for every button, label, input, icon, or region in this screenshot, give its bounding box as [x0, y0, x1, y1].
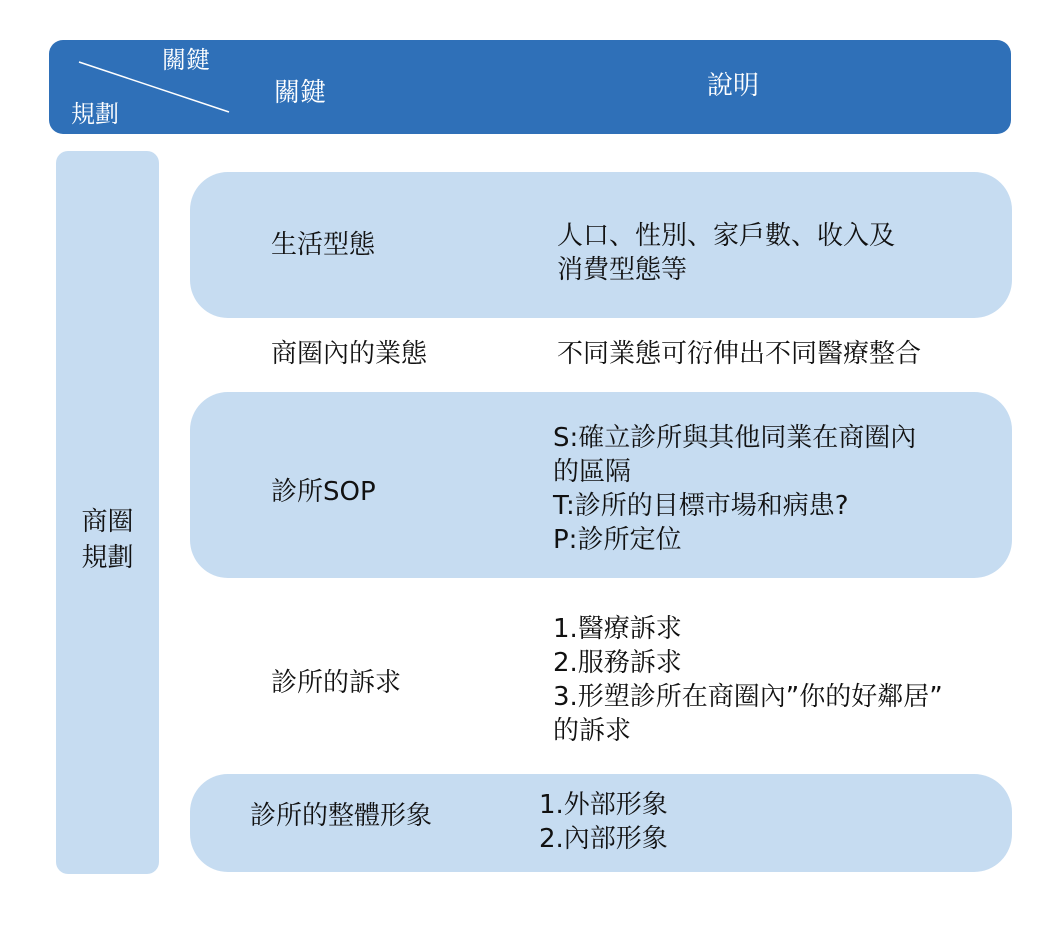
description-line: 的區隔: [553, 457, 632, 487]
description-line: 不同業態可衍伸出不同醫療整合: [557, 339, 922, 369]
header-description-column: 說明: [707, 71, 760, 101]
corner-column-label: 關鍵: [162, 46, 210, 74]
row-description: [557, 219, 895, 287]
category-cell: [56, 151, 159, 874]
category-label: [56, 504, 159, 576]
row-key: 診所SOP: [271, 477, 376, 507]
header-key-column: 關鍵: [274, 78, 327, 108]
category-label-line: 商圈: [81, 507, 134, 537]
description-line: 2.內部形象: [539, 824, 668, 854]
row-description: [539, 788, 668, 856]
description-line: 消費型態等: [557, 255, 688, 285]
description-line: 1.外部形象: [539, 790, 668, 820]
description-line: 人口、性別、家戶數、收入及: [557, 221, 896, 251]
description-line: T:診所的目標市場和病患?: [553, 491, 849, 521]
table-header: [49, 40, 1011, 134]
row-key: 診所的整體形象: [250, 801, 433, 831]
description-line: 3.形塑診所在商圈內”你的好鄰居”: [553, 682, 943, 712]
description-line: 2.服務訴求: [553, 648, 682, 678]
row-key: 診所的訴求: [271, 668, 402, 698]
corner-row-label: 規劃: [71, 100, 119, 128]
row-key: 生活型態: [271, 230, 376, 260]
description-line: S:確立診所與其他同業在商圈內: [553, 423, 917, 453]
row-description: [553, 612, 943, 748]
description-line: 1.醫療訴求: [553, 614, 682, 644]
description-line: 的訴求: [553, 716, 632, 746]
row-description: [553, 421, 916, 557]
row-description: [557, 337, 921, 371]
row-key: 商圈內的業態: [271, 339, 428, 369]
category-label-line: 規劃: [81, 543, 134, 573]
description-line: P:診所定位: [553, 525, 682, 555]
